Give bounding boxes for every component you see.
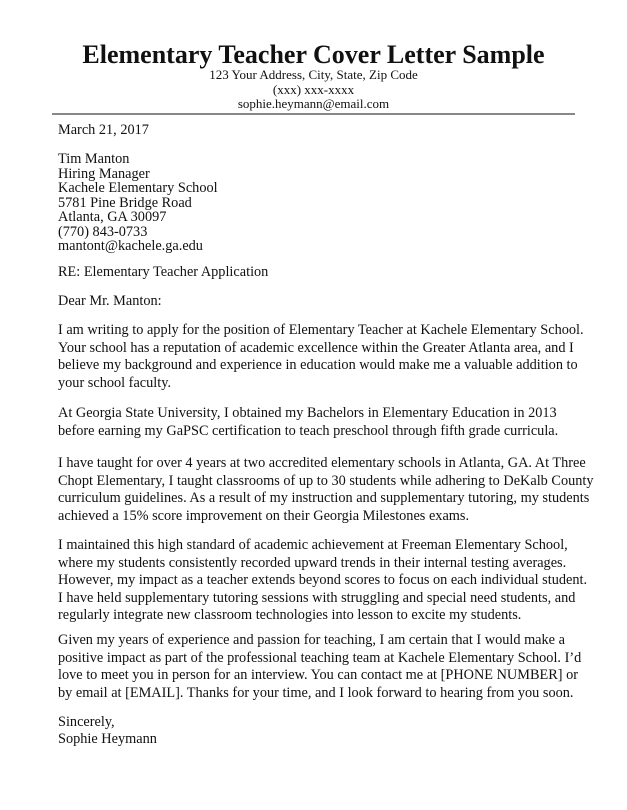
paragraph-2	[58, 405, 558, 440]
recipient-line: Atlanta, GA 30097	[58, 209, 167, 225]
text-line: I am writing to apply for the position of Elementary Teacher at Kachele Elementary School.	[58, 322, 584, 338]
recipient-line: Kachele Elementary School	[58, 180, 218, 196]
text-line: Given my years of experience and passion for teaching, I am certain that I would make a	[58, 632, 565, 648]
signature-name: Sophie Heymann	[58, 731, 157, 747]
text-line: achieved a 15% score improvement on their Georgia Milestones exams.	[58, 507, 470, 524]
letter-date: March 21, 2017	[58, 122, 149, 138]
sender-phone: (xxx) xxx-xxxx	[272, 82, 355, 97]
paragraph-3	[58, 455, 594, 525]
closing: Sincerely,	[58, 714, 115, 730]
text-line: believe my background and experience in education would make me a valuable addition to	[58, 357, 578, 374]
sender-address: 123 Your Address, City, State, Zip Code	[209, 67, 418, 82]
text-line: Your school has a reputation of academic excellence within the Greater Atlanta area, and I	[58, 339, 574, 356]
paragraph-5	[58, 632, 581, 702]
recipient-line: Hiring Manager	[58, 165, 150, 182]
recipient-line: 5781 Pine Bridge Road	[58, 194, 192, 211]
text-line: before earning my GaPSC certification to teach preschool through fifth grade curricula.	[58, 422, 559, 439]
recipient-line: mantont@kachele.ga.edu	[58, 238, 203, 254]
sender-email: sophie.heymann@email.com	[237, 96, 390, 111]
document-title: Elementary Teacher Cover Letter Sample	[82, 40, 545, 69]
text-line: curriculum guidelines. As a result of my instruction and supplementary tutoring, my students	[58, 490, 590, 507]
text-line: regularly integrate new classroom technologies into lesson to excite my students.	[58, 607, 522, 624]
text-line: love to meet you in person for an interview. You can contact me at [PHONE NUMBER] or	[58, 667, 579, 684]
subject-line: RE: Elementary Teacher Application	[58, 264, 269, 280]
text-line: At Georgia State University, I obtained my Bachelors in Elementary Education in 2013	[58, 405, 557, 421]
paragraph-1	[58, 322, 584, 392]
text-line: where my students consistently recorded upward trends in their internal testing averages.	[58, 554, 567, 571]
text-line: I have held supplementary tutoring sessions with struggling and special need students, and	[58, 589, 576, 606]
text-line: your school faculty.	[58, 374, 172, 391]
recipient-line: Tim Manton	[58, 151, 130, 167]
recipient-block	[58, 152, 218, 254]
text-line: by email at [EMAIL]. Thanks for your time, and I look forward to hearing from you soon.	[58, 684, 574, 701]
text-line: positive impact as part of the professional teaching team at Kachele Elementary School. I’d	[58, 649, 582, 666]
paragraph-4	[58, 537, 587, 625]
header-divider	[52, 113, 575, 115]
text-line: I have taught for over 4 years at two accredited elementary schools in Atlanta, GA. At Three	[58, 455, 586, 471]
recipient-line: (770) 843-0733	[58, 223, 148, 240]
text-line: However, my impact as a teacher extends beyond scores to focus on each individual student.	[58, 572, 588, 589]
salutation: Dear Mr. Manton:	[58, 293, 162, 309]
text-line: I maintained this high standard of academic achievement at Freeman Elementary School,	[58, 537, 568, 553]
text-line: Chopt Elementary, I taught classrooms of up to 30 students while adhering to DeKalb County	[58, 472, 594, 489]
